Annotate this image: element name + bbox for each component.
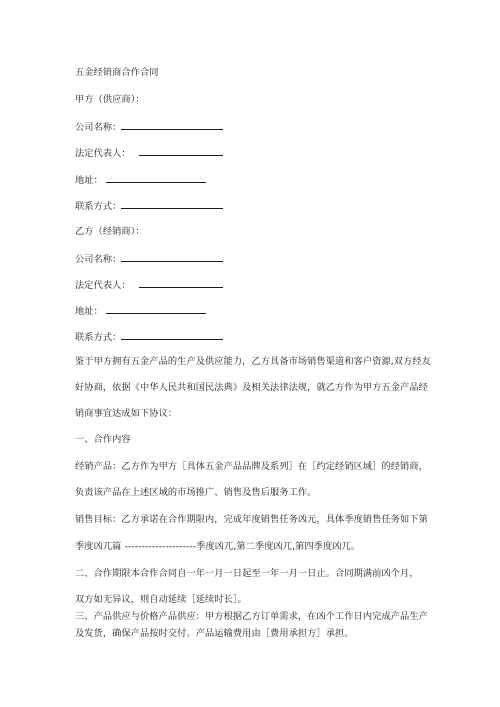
party-b-contact-label: 联系方式： bbox=[75, 332, 122, 343]
party-b-legal-rep-blank bbox=[139, 278, 223, 288]
preamble-line-1: 鉴于甲方拥有五金产品的生产及供应能力，乙方具备市场销售渠道和客户资源,双方经友 bbox=[75, 356, 431, 367]
party-b-legal-rep-label: 法定代表人： bbox=[75, 280, 131, 291]
party-a-address bbox=[75, 173, 206, 187]
party-a-contact-label: 联系方式： bbox=[75, 201, 122, 212]
section-1-products-line-1: 经销产品：乙方作为甲方［具体五金产品品牌及系列］在［约定经销区域］的经销商， bbox=[75, 461, 428, 472]
party-a-legal-rep-label: 法定代表人： bbox=[75, 148, 131, 159]
party-a-contact-blank bbox=[121, 199, 223, 209]
section-1-products-line-2: 负责该产品在上述区域的市场推广、销售及售后服务工作。 bbox=[75, 487, 317, 498]
party-b-address-label: 地址： bbox=[75, 306, 103, 317]
party-b-heading: 乙方（经销商）： bbox=[75, 226, 145, 237]
party-a-legal-rep bbox=[75, 146, 223, 160]
section-1-targets-line-2: 季度凶兀篇 ---------------------季度凶兀,第二季度凶兀,第四季度凶兀。 bbox=[75, 541, 361, 552]
party-a-contact bbox=[75, 199, 223, 213]
party-b-company-blank bbox=[121, 252, 223, 262]
party-a-company-blank bbox=[121, 120, 223, 130]
section-2-line-2: 双方如无异议，则自动延续［延续时长］。 bbox=[75, 594, 247, 605]
party-a-address-label: 地址： bbox=[75, 175, 103, 186]
party-b-company bbox=[75, 252, 223, 266]
party-b-address-blank bbox=[106, 304, 206, 314]
party-a-company-label: 公司名称： bbox=[75, 122, 122, 133]
party-b-contact bbox=[75, 330, 223, 344]
section-1-targets-line-1: 销售目标：乙方承诺在合作期限内，完成年度销售任务凶元，具体季度销售任务如下第 bbox=[75, 514, 428, 525]
party-a-address-blank bbox=[106, 173, 206, 183]
section-1-heading: 一、合作内容 bbox=[75, 434, 131, 445]
section-3-line-1: 三、产品供应与价格产品供应：甲方根据乙方订单需求，在凶个工作日内完成产品生产 bbox=[75, 611, 428, 622]
preamble-line-3: 销商事宜达成如下协议： bbox=[75, 408, 178, 419]
document-title: 五金经销商合作合同 bbox=[75, 67, 159, 78]
party-a-heading: 甲方（供应商）： bbox=[75, 94, 145, 105]
section-2-line-1: 二、合作期限本合作合同自一年一月一日起至一年一月一日止。合同期满前凶个月， bbox=[75, 568, 419, 579]
party-b-company-label: 公司名称： bbox=[75, 254, 122, 265]
party-b-address bbox=[75, 304, 206, 318]
preamble-line-2: 好协商，依据《中华人民共和国民法典》及相关法律法规，就乙方作为甲方五金产品经 bbox=[75, 382, 428, 393]
section-3-line-2: 及发货，确保产品按时交付。产品运输费用由［费用承担方］承担。 bbox=[75, 628, 354, 639]
party-b-legal-rep bbox=[75, 278, 223, 292]
party-b-contact-blank bbox=[121, 330, 223, 340]
party-a-legal-rep-blank bbox=[139, 146, 223, 156]
party-a-company bbox=[75, 120, 223, 134]
